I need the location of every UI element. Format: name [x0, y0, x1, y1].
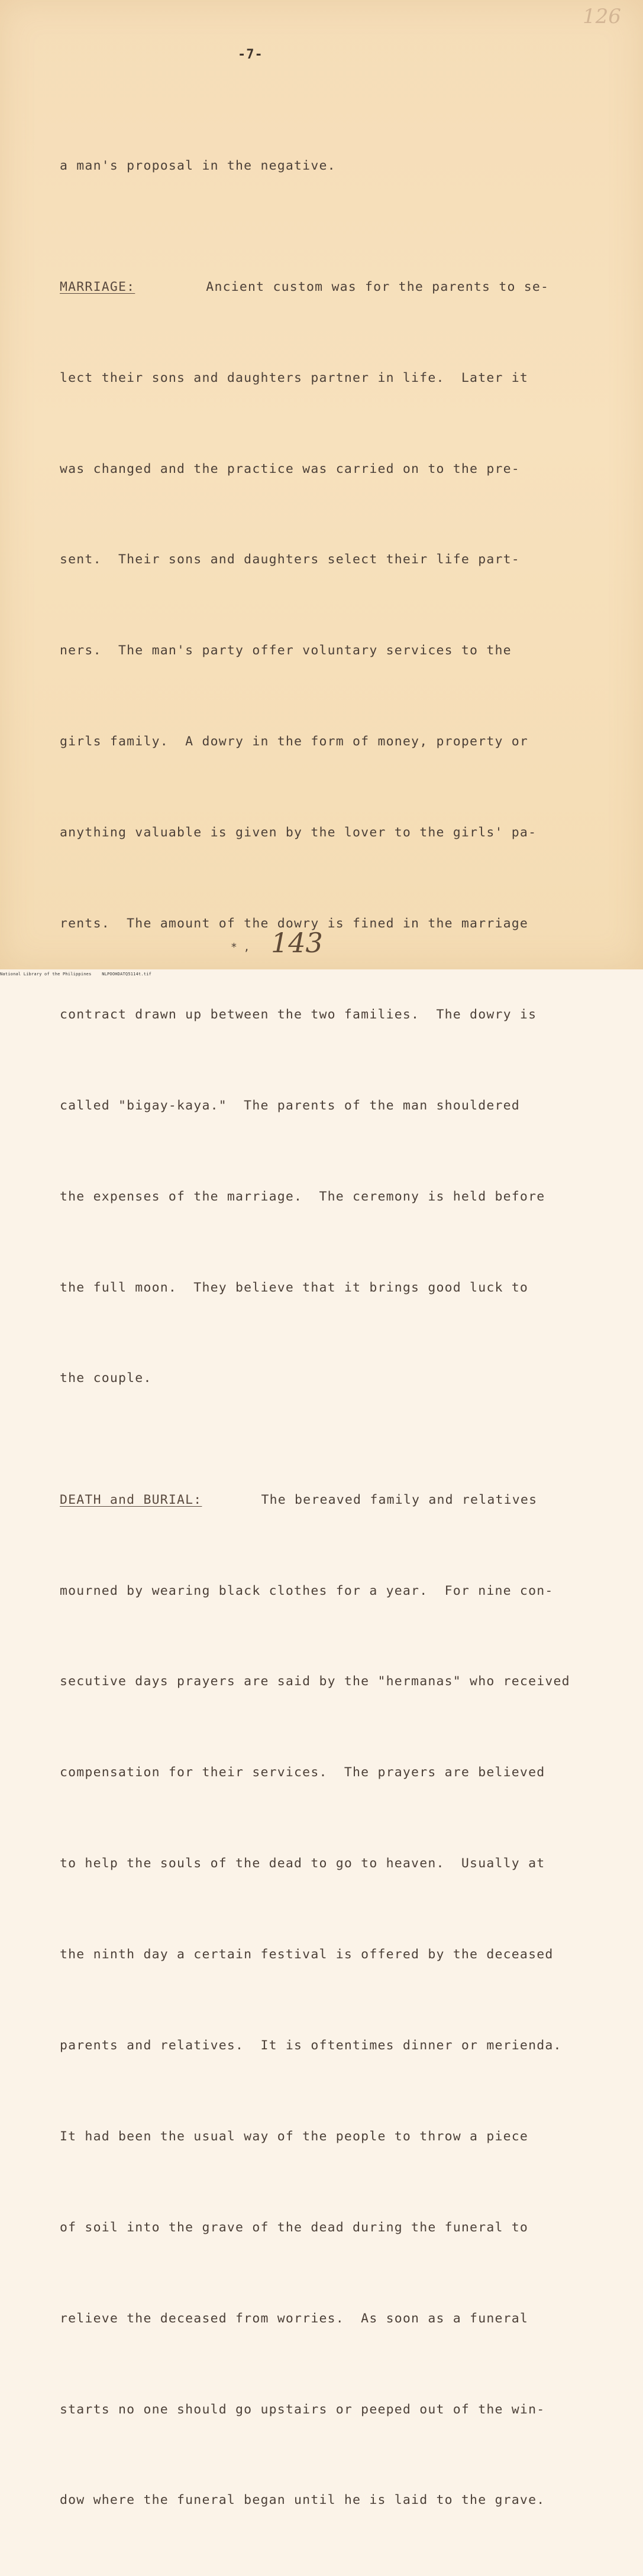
handwritten-page-number-top: 126 — [583, 5, 621, 28]
marriage-line: was changed and the practice was carried on to the pre- — [60, 461, 520, 476]
death-line: secutive days prayers are said by the "hermanas" who received — [60, 1674, 570, 1689]
document-body — [60, 90, 610, 2576]
scan-footer — [0, 972, 151, 976]
marriage-line: girls family. A dowry in the form of money, property or — [60, 734, 529, 750]
marriage-line: contract drawn up between the two families. The dowry is — [60, 1007, 537, 1022]
body-line-intro: a man's proposal in the negative. — [60, 158, 336, 173]
death-line: of soil into the grave of the dead during the funeral to — [60, 2220, 529, 2235]
marriage-line: sent. Their sons and daughters select their life part- — [60, 552, 520, 567]
marriage-line: ners. The man's party offer voluntary services to the — [60, 643, 512, 658]
death-line: parents and relatives. It is oftentimes dinner or merienda. — [60, 2038, 562, 2053]
death-burial-heading: DEATH and BURIAL: — [60, 1492, 202, 1507]
marriage-line: the full moon. They believe that it brings good luck to — [60, 1280, 529, 1295]
footer-file: NLPOOHDATQ5114t.tif — [102, 972, 152, 976]
marriage-first-line — [60, 272, 610, 302]
marriage-line: called "bigay-kaya." The parents of the man shouldered — [60, 1098, 520, 1113]
marriage-heading: MARRIAGE: — [60, 279, 135, 294]
death-line: compensation for their services. The prayers are believed — [60, 1765, 545, 1780]
marriage-line: anything valuable is given by the lover to the girls' pa- — [60, 825, 537, 841]
marriage-line: lect their sons and daughters partner in life. Later it — [60, 370, 529, 385]
death-line: the ninth day a certain festival is offered by the deceased — [60, 1947, 554, 1962]
page-number: -7- — [238, 47, 263, 62]
marriage-line: the couple. — [60, 1371, 152, 1386]
marriage-line: the expenses of the marriage. The ceremony is held before — [60, 1189, 545, 1204]
death-first-line — [60, 1485, 610, 1515]
death-line: dow where the funeral began until he is laid to the grave. — [60, 2493, 545, 2508]
marriage-line: Ancient custom was for the parents to se- — [206, 279, 550, 294]
footer-library: National Library of the Philippines — [0, 972, 92, 976]
marriage-line: rents. The amount of the dowry is fined in the marriage — [60, 916, 529, 932]
death-line: mourned by wearing black clothes for a year. For nine con- — [60, 1583, 554, 1598]
handwritten-page-number-bottom: 143 — [271, 927, 323, 959]
death-line: starts no one should go upstairs or peeped out of the win- — [60, 2402, 545, 2417]
death-line: The bereaved family and relatives — [261, 1492, 538, 1507]
death-line: relieve the deceased from worries. As soon as a funeral — [60, 2311, 529, 2326]
stray-marks: * , — [231, 941, 250, 953]
death-line: It had been the usual way of the people to throw a piece — [60, 2129, 529, 2144]
death-line: to help the souls of the dead to go to heaven. Usually at — [60, 1856, 545, 1871]
